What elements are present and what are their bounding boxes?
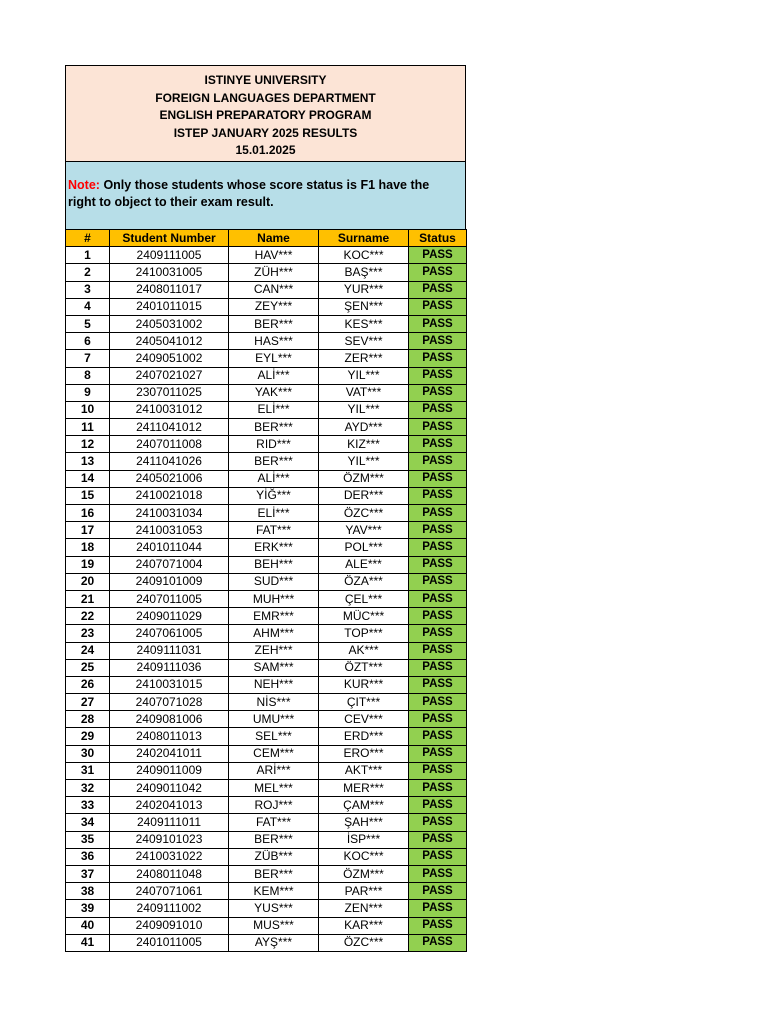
table-row: [66, 865, 467, 882]
row-number: 34: [66, 814, 110, 831]
student-surname: ÖZC***: [319, 934, 409, 951]
student-surname: ÇAM***: [319, 797, 409, 814]
student-surname: PAR***: [319, 883, 409, 900]
student-name: ELİ***: [229, 401, 319, 418]
student-name: MEL***: [229, 780, 319, 797]
status-badge: PASS: [409, 642, 467, 659]
results-sheet: [65, 65, 466, 952]
table-row: [66, 694, 467, 711]
status-badge: PASS: [409, 487, 467, 504]
student-number: 2401011044: [110, 539, 229, 556]
column-header-status: Status: [409, 230, 467, 247]
status-badge: PASS: [409, 694, 467, 711]
results-title: ISTEP JANUARY 2025 RESULTS: [173, 125, 358, 140]
status-badge: PASS: [409, 247, 467, 264]
row-number: 37: [66, 865, 110, 882]
student-surname: ÖZM***: [319, 865, 409, 882]
student-number: 2410031034: [110, 505, 229, 522]
row-number: 22: [66, 608, 110, 625]
student-surname: ALE***: [319, 556, 409, 573]
status-badge: PASS: [409, 539, 467, 556]
row-number: 35: [66, 831, 110, 848]
student-name: UMU***: [229, 711, 319, 728]
student-name: NİS***: [229, 694, 319, 711]
row-number: 3: [66, 281, 110, 298]
row-number: 26: [66, 676, 110, 693]
row-number: 4: [66, 298, 110, 315]
column-header-number: #: [66, 230, 110, 247]
status-badge: PASS: [409, 436, 467, 453]
row-number: 19: [66, 556, 110, 573]
status-badge: PASS: [409, 590, 467, 607]
student-number: 2409101009: [110, 573, 229, 590]
table-row: [66, 797, 467, 814]
status-badge: PASS: [409, 401, 467, 418]
table-row: [66, 762, 467, 779]
student-surname: İSP***: [319, 831, 409, 848]
student-number: 2407011005: [110, 590, 229, 607]
table-row: [66, 505, 467, 522]
row-number: 1: [66, 247, 110, 264]
row-number: 16: [66, 505, 110, 522]
column-header-name: Name: [229, 230, 319, 247]
row-number: 41: [66, 934, 110, 951]
student-surname: VAT***: [319, 384, 409, 401]
student-name: AHM***: [229, 625, 319, 642]
table-row: [66, 728, 467, 745]
student-number: 2407021027: [110, 367, 229, 384]
student-name: KEM***: [229, 883, 319, 900]
column-header-surname: Surname: [319, 230, 409, 247]
student-surname: KOC***: [319, 848, 409, 865]
program-name: ENGLISH PREPARATORY PROGRAM: [159, 108, 372, 122]
row-number: 29: [66, 728, 110, 745]
document-header: [65, 65, 466, 162]
student-name: BER***: [229, 453, 319, 470]
row-number: 7: [66, 350, 110, 367]
student-name: BEH***: [229, 556, 319, 573]
table-row: [66, 281, 467, 298]
table-row: [66, 453, 467, 470]
student-surname: ŞEN***: [319, 298, 409, 315]
table-row: [66, 883, 467, 900]
student-number: 2409011042: [110, 780, 229, 797]
status-badge: PASS: [409, 419, 467, 436]
row-number: 39: [66, 900, 110, 917]
status-badge: PASS: [409, 350, 467, 367]
student-number: 2409091010: [110, 917, 229, 934]
student-surname: BAŞ***: [319, 264, 409, 281]
status-badge: PASS: [409, 831, 467, 848]
student-surname: ÖZA***: [319, 573, 409, 590]
student-name: ROJ***: [229, 797, 319, 814]
table-row: [66, 676, 467, 693]
table-row: [66, 419, 467, 436]
student-surname: ERO***: [319, 745, 409, 762]
status-badge: PASS: [409, 780, 467, 797]
student-name: CAN***: [229, 281, 319, 298]
status-badge: PASS: [409, 333, 467, 350]
student-name: RID***: [229, 436, 319, 453]
student-surname: AKT***: [319, 762, 409, 779]
student-surname: KOC***: [319, 247, 409, 264]
student-surname: POL***: [319, 539, 409, 556]
student-surname: ÖZM***: [319, 470, 409, 487]
status-badge: PASS: [409, 814, 467, 831]
student-surname: CEV***: [319, 711, 409, 728]
row-number: 30: [66, 745, 110, 762]
student-number: 2409111002: [110, 900, 229, 917]
status-badge: PASS: [409, 762, 467, 779]
row-number: 23: [66, 625, 110, 642]
student-number: 2411041012: [110, 419, 229, 436]
student-surname: AK***: [319, 642, 409, 659]
student-name: AYŞ***: [229, 934, 319, 951]
table-row: [66, 711, 467, 728]
table-row: [66, 264, 467, 281]
table-row: [66, 780, 467, 797]
student-number: 2410031005: [110, 264, 229, 281]
table-row: [66, 848, 467, 865]
student-number: 2401011005: [110, 934, 229, 951]
table-row: [66, 333, 467, 350]
status-badge: PASS: [409, 900, 467, 917]
student-number: 2409111011: [110, 814, 229, 831]
status-badge: PASS: [409, 470, 467, 487]
student-name: EYL***: [229, 350, 319, 367]
table-row: [66, 814, 467, 831]
student-number: 2407011008: [110, 436, 229, 453]
student-number: 2401011015: [110, 298, 229, 315]
row-number: 36: [66, 848, 110, 865]
results-table: [65, 229, 467, 952]
student-number: 2407061005: [110, 625, 229, 642]
student-name: BER***: [229, 831, 319, 848]
student-surname: ÖZC***: [319, 505, 409, 522]
note-text: Only those students whose score status is F1 have the right to object to their exam result.: [68, 178, 430, 209]
table-row: [66, 659, 467, 676]
note-box: [65, 162, 466, 229]
student-name: YAK***: [229, 384, 319, 401]
student-number: 2409011029: [110, 608, 229, 625]
status-badge: PASS: [409, 659, 467, 676]
student-surname: ZEN***: [319, 900, 409, 917]
student-number: 2405041012: [110, 333, 229, 350]
student-name: FAT***: [229, 814, 319, 831]
row-number: 8: [66, 367, 110, 384]
student-name: SEL***: [229, 728, 319, 745]
table-row: [66, 590, 467, 607]
row-number: 18: [66, 539, 110, 556]
student-name: ARİ***: [229, 762, 319, 779]
student-surname: SEV***: [319, 333, 409, 350]
student-number: 2402041011: [110, 745, 229, 762]
student-name: HAS***: [229, 333, 319, 350]
note-label: Note:: [68, 178, 100, 192]
student-surname: KAR***: [319, 917, 409, 934]
status-badge: PASS: [409, 556, 467, 573]
student-name: ZEH***: [229, 642, 319, 659]
student-surname: KUR***: [319, 676, 409, 693]
student-name: ZÜB***: [229, 848, 319, 865]
row-number: 10: [66, 401, 110, 418]
student-name: HAV***: [229, 247, 319, 264]
table-row: [66, 608, 467, 625]
row-number: 2: [66, 264, 110, 281]
status-badge: PASS: [409, 505, 467, 522]
status-badge: PASS: [409, 573, 467, 590]
table-row: [66, 384, 467, 401]
student-name: ALİ***: [229, 470, 319, 487]
status-badge: PASS: [409, 298, 467, 315]
row-number: 31: [66, 762, 110, 779]
status-badge: PASS: [409, 676, 467, 693]
row-number: 24: [66, 642, 110, 659]
status-badge: PASS: [409, 453, 467, 470]
status-badge: PASS: [409, 797, 467, 814]
student-number: 2410021018: [110, 487, 229, 504]
student-number: 2409111036: [110, 659, 229, 676]
status-badge: PASS: [409, 728, 467, 745]
table-row: [66, 934, 467, 951]
table-row: [66, 298, 467, 315]
status-badge: PASS: [409, 384, 467, 401]
student-name: MUS***: [229, 917, 319, 934]
row-number: 27: [66, 694, 110, 711]
table-row: [66, 745, 467, 762]
student-surname: DER***: [319, 487, 409, 504]
student-name: ALİ***: [229, 367, 319, 384]
student-name: ERK***: [229, 539, 319, 556]
student-number: 2408011017: [110, 281, 229, 298]
table-row: [66, 900, 467, 917]
table-row: [66, 401, 467, 418]
student-surname: YUR***: [319, 281, 409, 298]
student-number: 2410031012: [110, 401, 229, 418]
row-number: 28: [66, 711, 110, 728]
row-number: 17: [66, 522, 110, 539]
student-surname: YIL***: [319, 453, 409, 470]
row-number: 9: [66, 384, 110, 401]
student-surname: TOP***: [319, 625, 409, 642]
status-badge: PASS: [409, 264, 467, 281]
status-badge: PASS: [409, 281, 467, 298]
student-surname: MER***: [319, 780, 409, 797]
student-surname: ÇIT***: [319, 694, 409, 711]
student-surname: ÖZT***: [319, 659, 409, 676]
status-badge: PASS: [409, 883, 467, 900]
student-name: FAT***: [229, 522, 319, 539]
status-badge: PASS: [409, 865, 467, 882]
row-number: 6: [66, 333, 110, 350]
table-row: [66, 487, 467, 504]
student-number: 2408011048: [110, 865, 229, 882]
student-name: ZÜH***: [229, 264, 319, 281]
student-name: ZEY***: [229, 298, 319, 315]
row-number: 21: [66, 590, 110, 607]
student-number: 2410031015: [110, 676, 229, 693]
status-badge: PASS: [409, 315, 467, 332]
table-row: [66, 247, 467, 264]
student-name: MUH***: [229, 590, 319, 607]
student-name: SUD***: [229, 573, 319, 590]
status-badge: PASS: [409, 917, 467, 934]
table-row: [66, 573, 467, 590]
student-number: 2409051002: [110, 350, 229, 367]
student-number: 2307011025: [110, 384, 229, 401]
row-number: 11: [66, 419, 110, 436]
student-number: 2409101023: [110, 831, 229, 848]
student-number: 2409011009: [110, 762, 229, 779]
status-badge: PASS: [409, 367, 467, 384]
student-name: YUS***: [229, 900, 319, 917]
row-number: 20: [66, 573, 110, 590]
student-number: 2405031002: [110, 315, 229, 332]
student-number: 2409111005: [110, 247, 229, 264]
table-row: [66, 831, 467, 848]
student-surname: YIL***: [319, 367, 409, 384]
student-number: 2410031053: [110, 522, 229, 539]
row-number: 14: [66, 470, 110, 487]
student-name: EMR***: [229, 608, 319, 625]
results-table-body: [66, 247, 467, 952]
row-number: 5: [66, 315, 110, 332]
row-number: 40: [66, 917, 110, 934]
student-surname: ÇEL***: [319, 590, 409, 607]
university-name: ISTINYE UNIVERSITY: [204, 73, 327, 87]
student-number: 2409111031: [110, 642, 229, 659]
student-surname: KES***: [319, 315, 409, 332]
table-row: [66, 470, 467, 487]
table-row: [66, 539, 467, 556]
student-number: 2402041013: [110, 797, 229, 814]
row-number: 13: [66, 453, 110, 470]
table-row: [66, 917, 467, 934]
student-number: 2408011013: [110, 728, 229, 745]
table-row: [66, 436, 467, 453]
column-header-student-number: Student Number: [110, 230, 229, 247]
results-date: 15.01.2025: [235, 143, 296, 157]
status-badge: PASS: [409, 745, 467, 762]
student-surname: ŞAH***: [319, 814, 409, 831]
student-number: 2407071061: [110, 883, 229, 900]
student-name: YİĞ***: [229, 487, 319, 504]
table-row: [66, 350, 467, 367]
row-number: 33: [66, 797, 110, 814]
student-surname: YIL***: [319, 401, 409, 418]
status-badge: PASS: [409, 934, 467, 951]
student-number: 2409081006: [110, 711, 229, 728]
student-number: 2405021006: [110, 470, 229, 487]
row-number: 32: [66, 780, 110, 797]
table-row: [66, 315, 467, 332]
student-surname: ZER***: [319, 350, 409, 367]
student-name: NEH***: [229, 676, 319, 693]
table-row: [66, 522, 467, 539]
student-number: 2407071004: [110, 556, 229, 573]
table-header-row: [66, 230, 467, 247]
status-badge: PASS: [409, 625, 467, 642]
row-number: 25: [66, 659, 110, 676]
status-badge: PASS: [409, 522, 467, 539]
table-row: [66, 625, 467, 642]
table-row: [66, 367, 467, 384]
student-surname: AYD***: [319, 419, 409, 436]
row-number: 12: [66, 436, 110, 453]
department-name: FOREIGN LANGUAGES DEPARTMENT: [155, 90, 376, 105]
student-name: BER***: [229, 315, 319, 332]
student-number: 2410031022: [110, 848, 229, 865]
row-number: 38: [66, 883, 110, 900]
student-surname: ERD***: [319, 728, 409, 745]
student-number: 2411041026: [110, 453, 229, 470]
status-badge: PASS: [409, 848, 467, 865]
table-row: [66, 556, 467, 573]
status-badge: PASS: [409, 711, 467, 728]
student-name: CEM***: [229, 745, 319, 762]
row-number: 15: [66, 487, 110, 504]
student-name: SAM***: [229, 659, 319, 676]
student-surname: YAV***: [319, 522, 409, 539]
student-name: BER***: [229, 419, 319, 436]
student-surname: MÜC***: [319, 608, 409, 625]
status-badge: PASS: [409, 608, 467, 625]
student-name: BER***: [229, 865, 319, 882]
table-row: [66, 642, 467, 659]
student-number: 2407071028: [110, 694, 229, 711]
student-surname: KIZ***: [319, 436, 409, 453]
student-name: ELİ***: [229, 505, 319, 522]
